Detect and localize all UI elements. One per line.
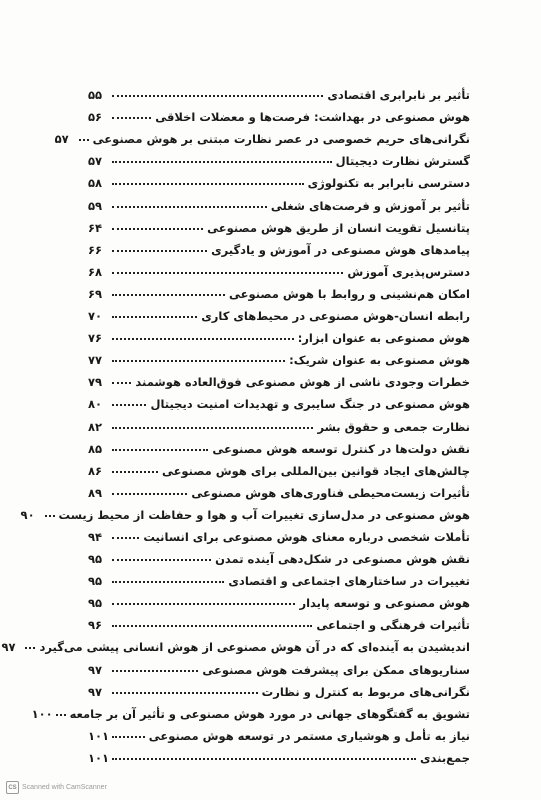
toc-leader-dots [112, 603, 295, 605]
toc-entry [88, 411, 470, 433]
toc-entry-title: نیاز به تأمل و هوشیاری مستمر در توسعه هوش مصنوعی [148, 728, 470, 743]
toc-leader-dots [112, 206, 267, 208]
toc-entry [88, 677, 470, 699]
toc-entry [88, 544, 470, 566]
toc-entry-title: امکان هم‌نشینی و روابط با هوش مصنوعی [229, 286, 470, 301]
toc-entry-page-number: ۵۶ [88, 110, 103, 125]
toc-leader-dots [112, 95, 323, 97]
toc-entry [88, 345, 470, 367]
toc-entry [88, 323, 470, 345]
toc-entry-title: هوش مصنوعی در جنگ سایبری و تهدیدات امنیت دیجیتال [150, 397, 470, 412]
scanner-watermark [6, 781, 107, 794]
toc-entry-title: هوش مصنوعی به عنوان ابزار: [297, 331, 470, 346]
toc-entry-page-number: ۵۸ [88, 176, 103, 191]
toc-entry-page-number: ۷۶ [88, 331, 103, 346]
toc-entry-page-number: ۹۵ [88, 596, 103, 611]
toc-entry-page-number: ۵۷ [54, 132, 69, 147]
toc-leader-dots [79, 139, 89, 141]
toc-entry [88, 456, 470, 478]
toc-entry [88, 80, 470, 102]
toc-entry-title: دسترسی نابرابر به تکنولوژی [307, 176, 470, 191]
toc-entry [88, 566, 470, 588]
toc-entry-title: هوش مصنوعی و توسعه پایدار [299, 596, 470, 611]
toc-entry-title: دسترس‌پذیری آموزش [347, 264, 470, 279]
toc-leader-dots [112, 338, 294, 340]
toc-leader-dots [112, 161, 332, 163]
toc-entry [88, 434, 470, 456]
toc-entry-title: نگرانی‌های حریم خصوصی در عصر نظارت مبتنی بر هوش مصنوعی [92, 132, 470, 147]
toc-entry [88, 102, 470, 124]
toc-entry-page-number: ۵۵ [88, 88, 103, 103]
toc-entry-title: خطرات وجودی ناشی از هوش مصنوعی فوق‌العاده هوشمند [135, 375, 470, 390]
toc-entry-page-number: ۹۰ [20, 507, 35, 522]
toc-leader-dots [112, 272, 343, 274]
toc-entry [88, 610, 470, 632]
toc-entry-page-number: ۹۷ [88, 662, 103, 677]
toc-entry [20, 500, 470, 522]
toc-entry-title: چالش‌های ایجاد قوانین بین‌المللی برای هوش مصنوعی [161, 463, 470, 478]
toc-entry [54, 124, 470, 147]
toc-entry [88, 146, 470, 168]
toc-entry-page-number: ۸۰ [88, 397, 103, 412]
toc-leader-dots [112, 360, 285, 362]
toc-entry-title: تأثیرات زیست‌محیطی فناوری‌های هوش مصنوعی [191, 485, 470, 500]
toc-entry [88, 235, 470, 257]
toc-leader-dots [112, 382, 131, 384]
toc-leader-dots [112, 493, 187, 495]
toc-leader-dots [45, 515, 55, 517]
toc-entry-page-number: ۹۷ [88, 684, 103, 699]
toc-leader-dots [112, 625, 312, 627]
toc-entry [88, 654, 470, 676]
toc-entry-page-number: ۹۵ [88, 574, 103, 589]
toc-leader-dots [112, 471, 158, 473]
toc-entry [88, 367, 470, 389]
toc-entry-title: نگرانی‌های مربوط به کنترل و نظارت [261, 684, 470, 699]
toc-entry-page-number: ۹۵ [88, 552, 103, 567]
toc-entry-page-number: ۹۷ [1, 640, 16, 655]
toc-leader-dots [112, 559, 211, 561]
toc-entry-title: نقش دولت‌ها در کنترل توسعه هوش مصنوعی [212, 441, 470, 456]
toc-entry-page-number: ۶۴ [88, 220, 103, 235]
toc-entry [88, 190, 470, 212]
toc-entry-title: نقش هوش مصنوعی در شکل‌دهی آینده تمدن [215, 552, 470, 567]
toc-entry-page-number: ۹۴ [88, 529, 103, 544]
toc-leader-dots [112, 228, 203, 230]
toc-leader-dots [25, 647, 35, 649]
toc-entry [88, 721, 470, 743]
toc-leader-dots [112, 117, 151, 119]
toc-entry [88, 389, 470, 411]
toc-entry-title: هوش مصنوعی به عنوان شریک: [289, 353, 470, 368]
toc-entry-title: هوش مصنوعی در مدل‌سازی تغییرات آب و هوا و حفاظت از محیط زیست [58, 507, 470, 522]
toc-leader-dots [56, 714, 66, 716]
toc-leader-dots [112, 183, 304, 185]
toc-leader-dots [112, 316, 197, 318]
toc-entry-title: تأثیر بر آموزش و فرصت‌های شغلی [270, 198, 470, 213]
toc-entry-page-number: ۷۷ [88, 353, 103, 368]
toc-entry [88, 743, 470, 765]
toc-leader-dots [112, 250, 207, 252]
toc-entry [88, 213, 470, 235]
toc-entry-title: هوش مصنوعی در بهداشت: فرصت‌ها و معضلات اخلاقی [155, 110, 470, 125]
toc-entry-page-number: ۸۹ [88, 485, 103, 500]
toc-entry-page-number: ۵۹ [88, 198, 103, 213]
toc-entry-title: تأملات شخصی درباره معنای هوش مصنوعی برای انسانیت [143, 529, 470, 544]
toc-entry-page-number: ۵۷ [88, 154, 103, 169]
toc-entry-title: اندیشیدن به آینده‌ای که در آن هوش مصنوعی از هوش انسانی پیشی می‌گیرد [39, 640, 470, 655]
toc-entry-page-number: ۹۶ [88, 618, 103, 633]
toc-entry-page-number: ۷۰ [88, 309, 103, 324]
toc-entry [88, 301, 470, 323]
camscanner-logo-icon: CS [6, 781, 19, 794]
toc-entry [88, 478, 470, 500]
toc-entry-page-number: ۷۹ [88, 375, 103, 390]
toc-entry-page-number: ۱۰۱ [88, 728, 110, 743]
toc-entry-page-number: ۱۰۱ [88, 750, 110, 765]
toc-entry [88, 522, 470, 544]
toc-leader-dots [112, 537, 139, 539]
toc-entry-title: تأثیر بر نابرابری اقتصادی [327, 88, 470, 103]
toc-entry-page-number: ۸۵ [88, 441, 103, 456]
toc-entry-title: تشویق به گفتگوهای جهانی در مورد هوش مصنوعی و تأثیر آن بر جامعه [69, 706, 470, 721]
toc-entry-title: پتانسیل تقویت انسان از طریق هوش مصنوعی [207, 220, 470, 235]
toc-leader-dots [112, 449, 208, 451]
scanner-watermark-text: Scanned with CamScanner [22, 784, 107, 791]
toc-leader-dots [112, 294, 225, 296]
toc-leader-dots [112, 670, 198, 672]
toc-entry [88, 168, 470, 190]
toc-entry-title: پیامدهای هوش مصنوعی در آموزش و یادگیری [211, 242, 470, 257]
toc-entry-page-number: ۱۰۰ [31, 706, 53, 721]
toc-entry [88, 588, 470, 610]
toc-entry-page-number: ۶۶ [88, 242, 103, 257]
toc-entry-page-number: ۸۶ [88, 463, 103, 478]
toc-leader-dots [112, 581, 224, 583]
toc-entry-page-number: ۶۸ [88, 264, 103, 279]
table-of-contents [1, 80, 470, 765]
toc-entry-page-number: ۶۹ [88, 286, 103, 301]
toc-entry-page-number: ۸۲ [88, 419, 103, 434]
toc-entry [1, 632, 470, 655]
toc-leader-dots [112, 427, 313, 429]
toc-entry-title: تأثیرات فرهنگی و اجتماعی [316, 618, 470, 633]
toc-entry-title: نظارت جمعی و حقوق بشر [317, 419, 470, 434]
toc-entry-title: گسترش نظارت دیجیتال [335, 154, 470, 169]
toc-entry [31, 699, 470, 721]
toc-leader-dots [112, 736, 145, 738]
toc-leader-dots [112, 692, 258, 694]
toc-entry [88, 279, 470, 301]
toc-leader-dots [112, 404, 146, 406]
toc-entry-title: سناریوهای ممکن برای پیشرفت هوش مصنوعی [202, 662, 470, 677]
toc-entry-title: تغییرات در ساختارهای اجتماعی و اقتصادی [228, 574, 470, 589]
toc-entry-title: جمع‌بندی [419, 750, 470, 765]
toc-entry [88, 257, 470, 279]
toc-entry-title: رابطه انسان-هوش مصنوعی در محیط‌های کاری [201, 309, 470, 324]
toc-leader-dots [112, 758, 416, 760]
